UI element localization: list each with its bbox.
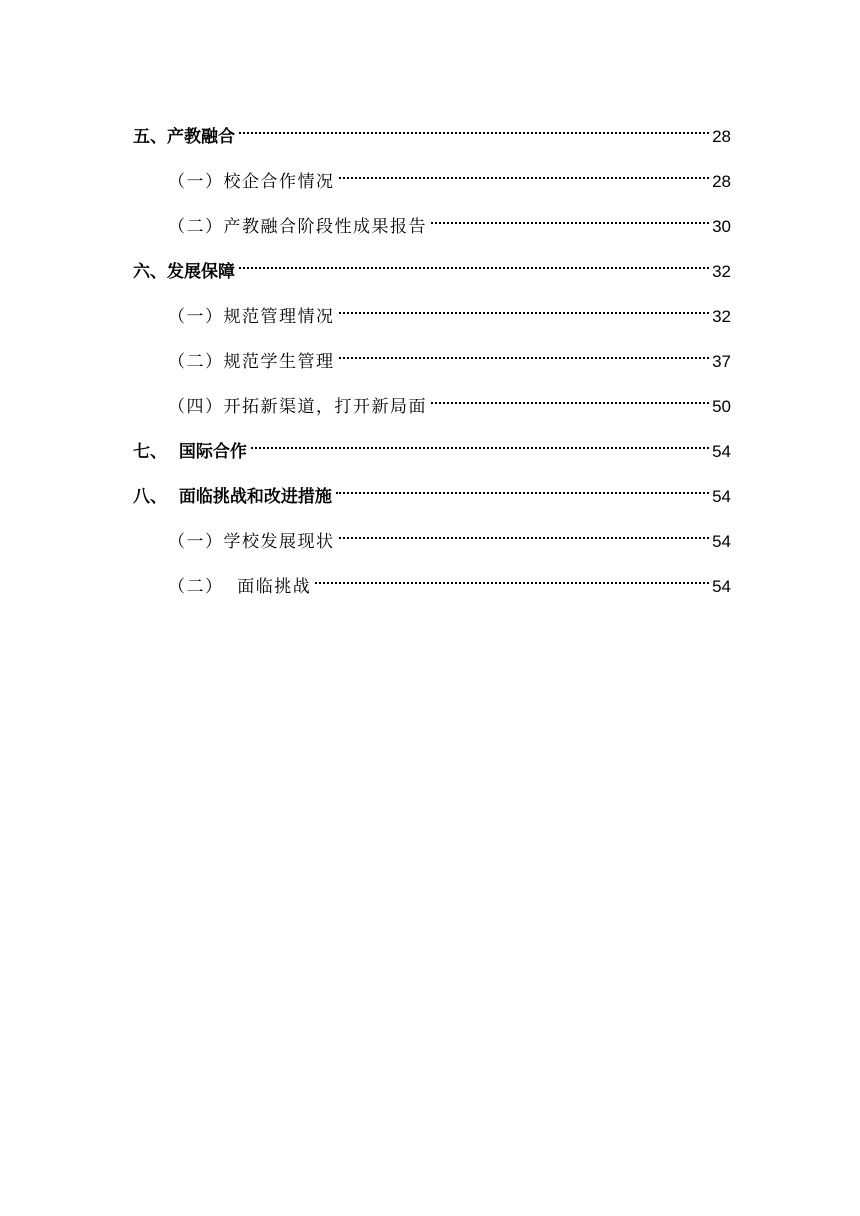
toc-entry-page: 50 xyxy=(712,397,731,416)
toc-dot-leader xyxy=(431,380,709,412)
toc-entry[interactable] xyxy=(168,515,731,552)
toc-entry-title: 六、发展保障 xyxy=(133,262,235,282)
toc-entry-title: 五、产教融合 xyxy=(133,127,235,147)
toc-dot-leader xyxy=(239,245,709,277)
toc-entry-title: 八、 面临挑战和改进措施 xyxy=(133,487,332,507)
toc-entry-title: （二）规范学生管理 xyxy=(168,352,335,372)
toc-entry-page: 54 xyxy=(712,442,731,461)
toc-entry-page: 28 xyxy=(712,172,731,191)
toc-dot-leader xyxy=(315,560,709,592)
toc-entry-page: 54 xyxy=(712,487,731,506)
toc-entry-title: （一）学校发展现状 xyxy=(168,532,335,552)
toc-entry[interactable] xyxy=(133,110,731,147)
toc-entry[interactable] xyxy=(168,335,731,372)
toc-entry-page: 32 xyxy=(712,262,731,281)
toc-entry-title: （四）开拓新渠道，打开新局面 xyxy=(168,397,427,417)
toc-entry-title: （二） 面临挑战 xyxy=(168,577,312,597)
toc-entry[interactable] xyxy=(168,155,731,192)
toc-dot-leader xyxy=(336,470,709,502)
toc-entry-title: （一）规范管理情况 xyxy=(168,307,335,327)
toc-dot-leader xyxy=(339,290,710,322)
toc-dot-leader xyxy=(431,200,709,232)
toc-entry[interactable] xyxy=(168,290,731,327)
toc-entry[interactable] xyxy=(133,245,731,282)
toc-entry-title: （一）校企合作情况 xyxy=(168,172,335,192)
toc-entry-page: 54 xyxy=(712,577,731,596)
toc-entry[interactable] xyxy=(168,380,731,417)
toc-entry-page: 54 xyxy=(712,532,731,551)
toc-entry[interactable] xyxy=(168,200,731,237)
toc-entry-page: 32 xyxy=(712,307,731,326)
toc-entry[interactable] xyxy=(168,560,731,597)
toc-entry-title: 七、 国际合作 xyxy=(133,442,247,462)
toc-dot-leader xyxy=(339,335,710,367)
toc-entry[interactable] xyxy=(133,425,731,462)
toc-entry-page: 37 xyxy=(712,352,731,371)
toc-dot-leader xyxy=(251,425,709,457)
toc-dot-leader xyxy=(239,110,709,142)
toc-entry-title: （二）产教融合阶段性成果报告 xyxy=(168,217,427,237)
toc-entry-page: 28 xyxy=(712,127,731,146)
toc-dot-leader xyxy=(339,155,710,187)
toc-entry[interactable] xyxy=(133,470,731,507)
toc-dot-leader xyxy=(339,515,710,547)
toc-entry-page: 30 xyxy=(712,217,731,236)
